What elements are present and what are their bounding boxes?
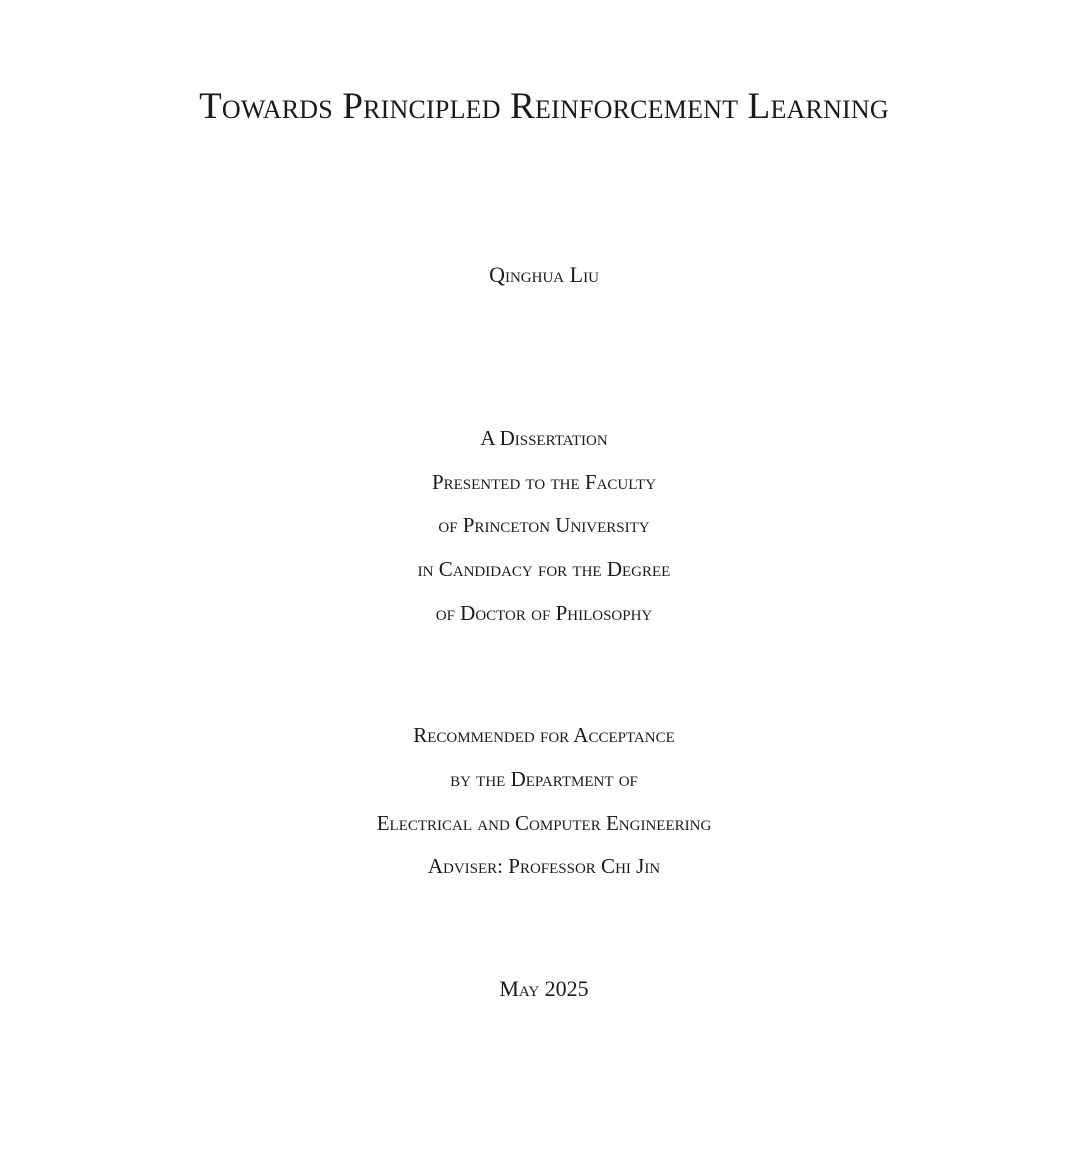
recommendation-line: Electrical and Computer Engineering xyxy=(376,811,712,835)
recommendation-line: Recommended for Acceptance xyxy=(413,723,675,747)
submission-date: May 2025 xyxy=(499,976,589,1001)
recommendation-line: by the Department of xyxy=(450,767,638,791)
author-name: Qinghua Liu xyxy=(489,262,599,287)
statement-line: Presented to the Faculty xyxy=(431,470,657,494)
statement-line: of Doctor of Philosophy xyxy=(435,601,653,625)
adviser-line: Adviser: Professor Chi Jin xyxy=(427,854,661,878)
statement-line: of Princeton University xyxy=(438,513,650,537)
statement-line: in Candidacy for the Degree xyxy=(417,557,671,581)
dissertation-title: Towards Principled Reinforcement Learning xyxy=(199,86,889,127)
statement-line: A Dissertation xyxy=(480,426,608,450)
